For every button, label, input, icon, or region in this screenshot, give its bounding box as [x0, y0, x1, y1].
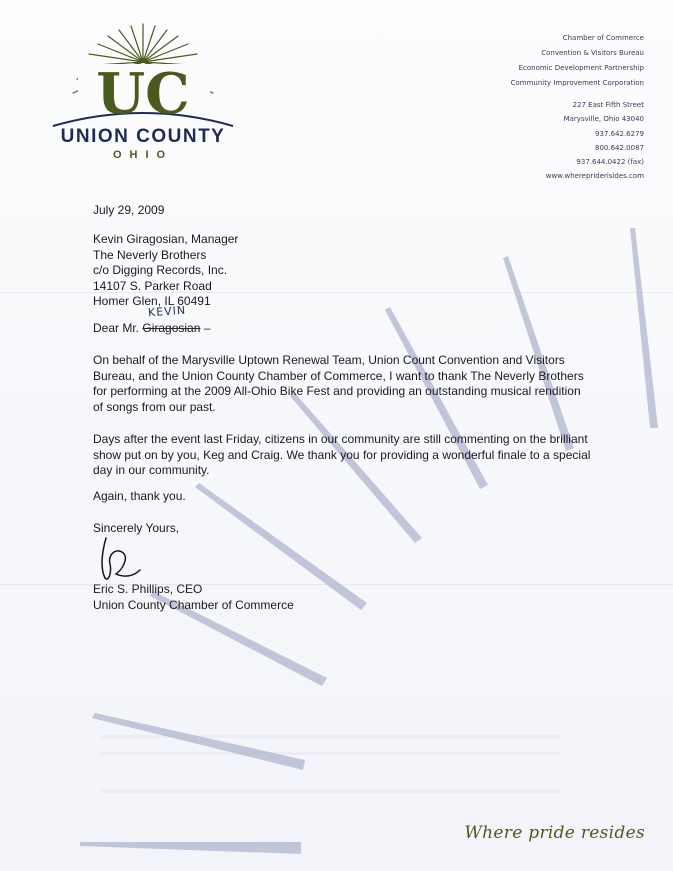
salutation-name: Giragosian [142, 321, 201, 335]
letter-date: July 29, 2009 [93, 203, 165, 217]
street-address: 227 East Fifth Street [572, 101, 644, 109]
city-state-zip: Marysville, Ohio 43040 [563, 115, 644, 124]
handwritten-correction: KEVIN [147, 303, 187, 320]
recipient-line: c/o Digging Records, Inc. [93, 263, 228, 277]
recipient-line: The Neverly Brothers [93, 247, 207, 262]
organization-line: Economic Development Partnership [518, 64, 644, 72]
recipient-block [93, 232, 238, 310]
salutation [93, 321, 210, 337]
organization-line: Convention & Visitors Bureau [541, 49, 644, 57]
website-url: www.wherepriderisides.com [545, 172, 644, 181]
closing-line: Sincerely Yours, [93, 521, 180, 535]
signer-block [93, 582, 294, 613]
salutation-prefix: Dear Mr. [93, 321, 140, 335]
recipient-line: Homer Glen, IL 60491 [93, 294, 211, 308]
contact-block [546, 98, 644, 184]
union-county-logo [48, 22, 238, 162]
body-paragraph: On behalf of the Marysville Uptown Renewal Team, Union Count Convention and Visitors Bureau, and the Union County Chamber of Commerce, I want to thank The Neverly Brothers for performing at the 2009 All-Ohio Bike Fest and providing an outstanding musical rendition of songs from our past. [93, 353, 584, 414]
body-paragraph: Days after the event last Friday, citizens in our community are still commenting on the brilliant show put on by you, Keg and Craig. We thank you for providing a wonderful finale to a special day in our community. [93, 432, 591, 478]
phone-number: 937.642.6279 [595, 129, 644, 138]
logo-name: UNION COUNTY [60, 126, 226, 147]
organization-line: Chamber of Commerce [562, 34, 644, 42]
signature [92, 530, 152, 585]
recipient-line: 14107 S. Parker Road [93, 278, 212, 293]
signer-name: Eric S. Phillips, CEO [93, 582, 203, 596]
fax-number: 937.644.0422 (fax) [576, 158, 644, 167]
signer-organization: Union County Chamber of Commerce [93, 597, 294, 612]
salutation-dash: – [200, 321, 211, 335]
footer-tagline: Where pride resides [464, 823, 645, 843]
organization-list [511, 31, 644, 91]
toll-free-number: 800.642.0087 [595, 143, 644, 152]
body-paragraph: Again, thank you. [93, 489, 186, 503]
logo-monogram: UC [96, 61, 190, 127]
logo-state: OHIO [112, 149, 174, 161]
organization-line: Community Improvement Corporation [510, 79, 644, 87]
recipient-line: Kevin Giragosian, Manager [93, 232, 239, 246]
